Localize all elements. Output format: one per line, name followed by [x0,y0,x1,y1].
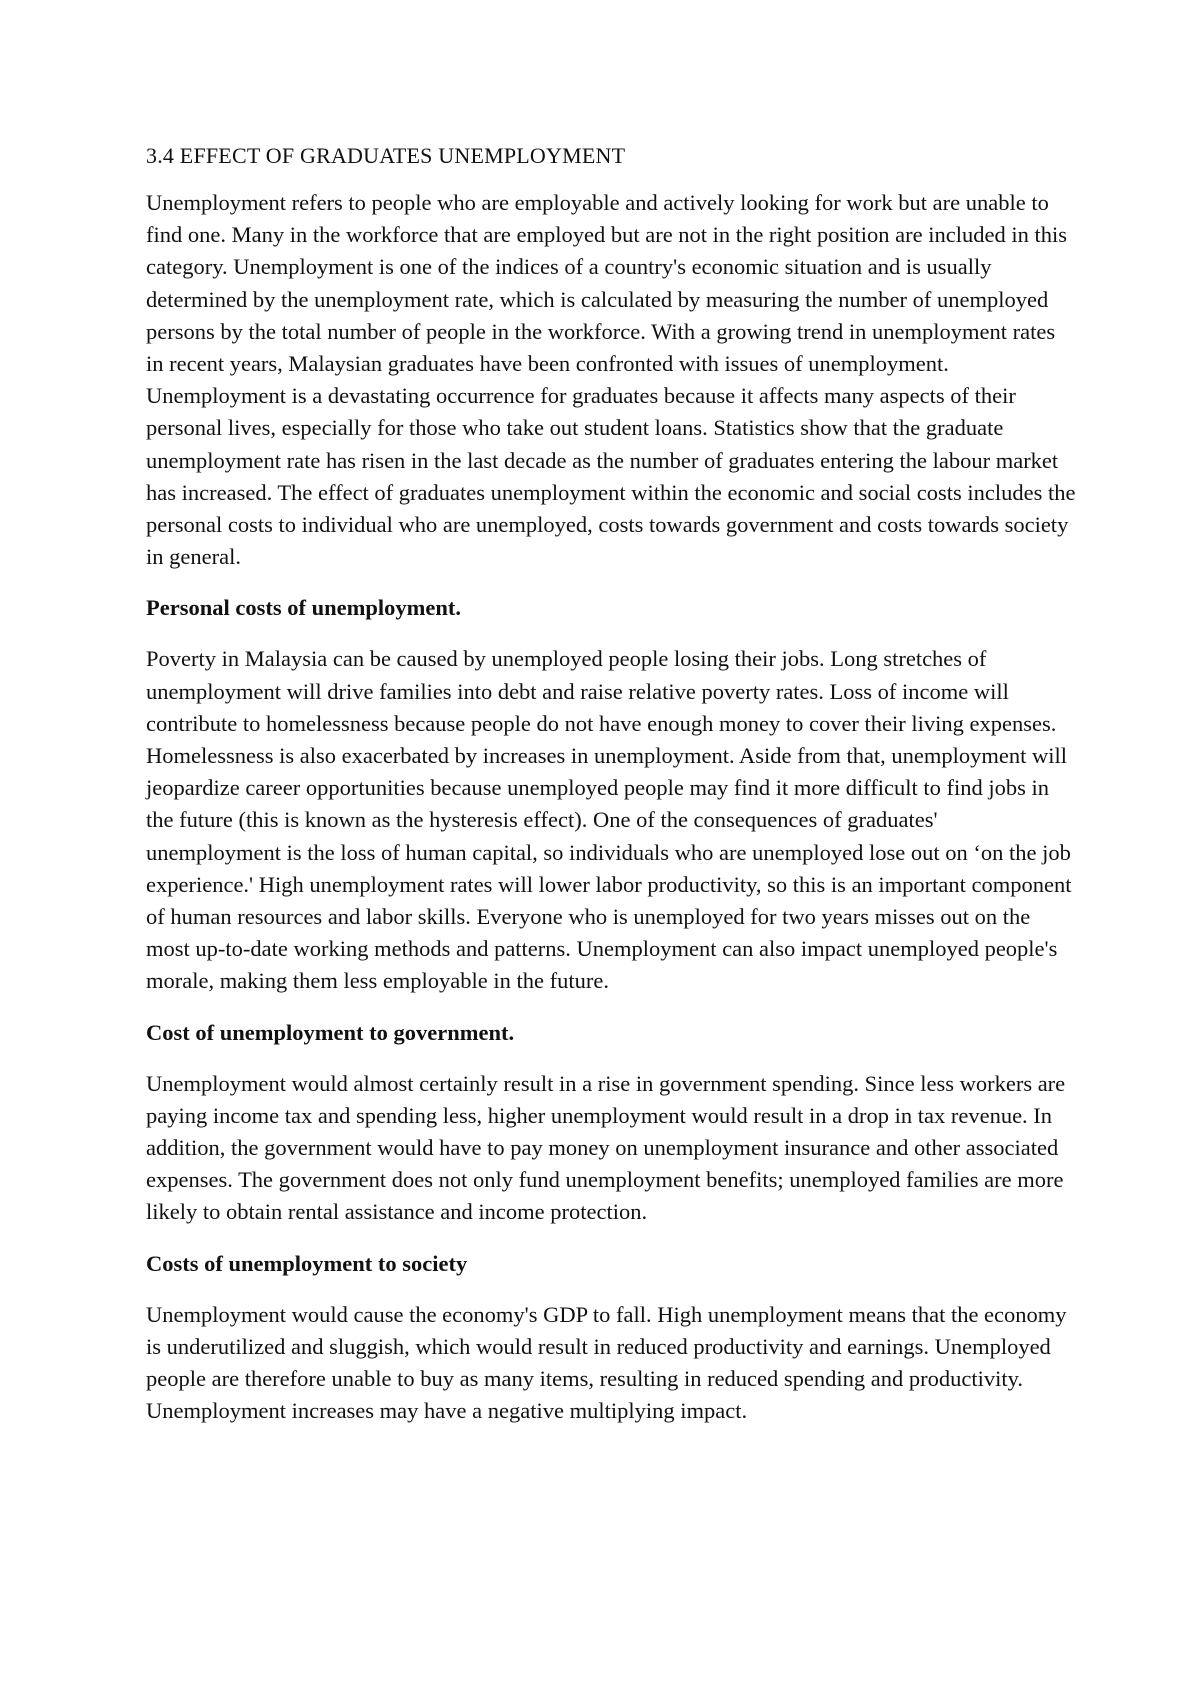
section-heading: 3.4 EFFECT OF GRADUATES UNEMPLOYMENT [146,143,626,168]
intro-paragraph: Unemployment refers to people who are employable and actively looking for work but are unable to find one. Many in the workforce that are employed but are not in the right position are included in this category. Unemployment is one of the indices of a country's economic situation and is usually determined by the unemployment rate, which is calculated by measuring the number of unemployed persons by the total number of people in the workforce. With a growing trend in unemployment rates in recent years, Malaysian graduates have been confronted with issues of unemployment. Unemployment is a devastating occurrence for graduates because it affects many aspects of their personal lives, especially for those who take out student loans. Statistics show that the graduate unemployment rate has risen in the last decade as the number of graduates entering the labour market has increased. The effect of graduates unemployment within the economic and social costs includes the personal costs to individual who are unemployed, costs towards government and costs towards society in general. [146,190,1076,570]
subheading-personal-costs: Personal costs of unemployment. [146,595,461,621]
document-body [146,140,1076,1447]
subheading-society-costs: Costs of unemployment to society [146,1250,468,1276]
subheading-government-costs: Cost of unemployment to government. [146,1019,515,1045]
paragraph-government-costs: Unemployment would almost certainly result in a rise in government spending. Since less workers are paying income tax and spending less, higher unemployment would result in a drop in tax revenue. In addition, the government would have to pay money on unemployment insurance and other associated expenses. The government does not only fund unemployment benefits; unemployed families are more likely to obtain rental assistance and income protection. [146,1070,1066,1225]
paragraph-society-costs: Unemployment would cause the economy's GDP to fall. High unemployment means that the economy is underutilized and sluggish, which would result in reduced productivity and earnings. Unemployed people are therefore unable to buy as many items, resulting in reduced spending and productivity. Unemployment increases may have a negative multiplying impact. [146,1301,1067,1424]
paragraph-personal-costs: Poverty in Malaysia can be caused by unemployed people losing their jobs. Long stretches of unemployment will drive families into debt and raise relative poverty rates. Loss of income will contribute to homelessness because people do not have enough money to cover their living expenses. Homelessness is also exacerbated by increases in unemployment. Aside from that, unemployment will jeopardize career opportunities because unemployed people may find it more difficult to find jobs in the future (this is known as the hysteresis effect). One of the consequences of graduates' unemployment is the loss of human capital, so individuals who are unemployed lose out on ‘on the job experience.' High unemployment rates will lower labor productivity, so this is an important component of human resources and labor skills. Everyone who is unemployed for two years misses out on the most up-to-date working methods and patterns. Unemployment can also impact unemployed people's morale, making them less employable in the future. [146,646,1072,994]
